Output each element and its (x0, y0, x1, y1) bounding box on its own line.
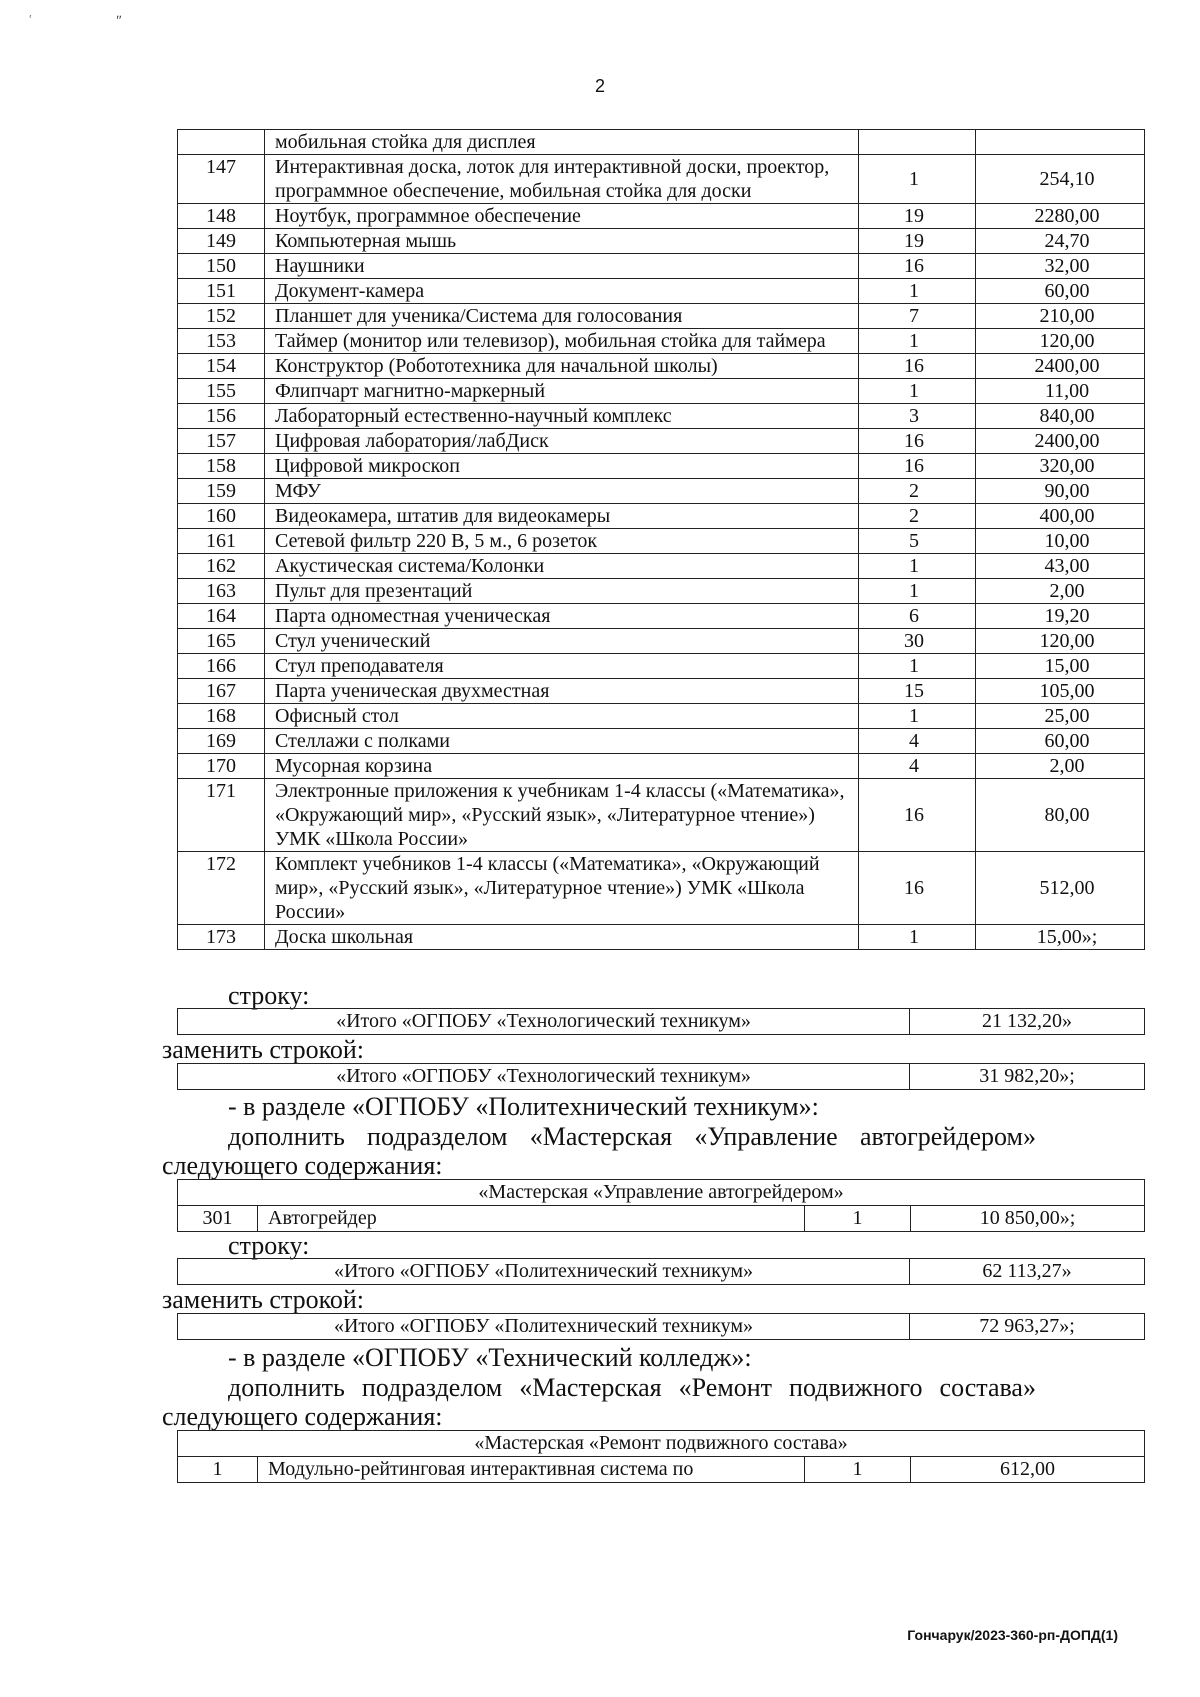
row-quantity: 1 (859, 279, 976, 304)
total-label: «Итого «ОГПОБУ «Технологический техникум» (178, 1009, 910, 1035)
total-label: «Итого «ОГПОБУ «Политехнический техникум» (178, 1259, 910, 1285)
row-number: 172 (178, 852, 265, 925)
total-value: 31 982,20»; (910, 1064, 1145, 1090)
justified-word: подразделом (367, 1122, 508, 1151)
total-row (178, 1009, 1145, 1035)
row-number: 166 (178, 654, 265, 679)
row-number (178, 130, 265, 155)
row-description: Стул преподавателя (265, 654, 859, 679)
row-sum: 60,00 (976, 729, 1145, 754)
row-description: Наушники (265, 254, 859, 279)
row-description: Конструктор (Робототехника для начальной школы) (265, 354, 859, 379)
total-label: «Итого «ОГПОБУ «Политехнический техникум» (178, 1314, 910, 1340)
table-row (178, 204, 1145, 229)
table-row (178, 679, 1145, 704)
row-sum: 2400,00 (976, 429, 1145, 454)
table-row (178, 479, 1145, 504)
row-quantity: 1 (859, 379, 976, 404)
row-description: Флипчарт магнитно-маркерный (265, 379, 859, 404)
table-row (178, 379, 1145, 404)
row-description: Видеокамера, штатив для видеокамеры (265, 504, 859, 529)
row-quantity: 15 (859, 679, 976, 704)
row-number: 160 (178, 504, 265, 529)
row-number: 153 (178, 329, 265, 354)
row-description: Мусорная корзина (265, 754, 859, 779)
total-row (178, 1259, 1145, 1285)
new-total-table-2 (177, 1313, 1145, 1340)
scan-corner-marks: ʿ ʺ (28, 14, 162, 29)
table-row (178, 729, 1145, 754)
row-sum: 612,00 (911, 1457, 1145, 1483)
row-description: Ноутбук, программное обеспечение (265, 204, 859, 229)
row-description: Сетевой фильтр 220 В, 5 м., 6 розеток (265, 529, 859, 554)
table-row (178, 852, 1145, 925)
row-sum: 80,00 (976, 779, 1145, 852)
table-row (178, 429, 1145, 454)
row-number: 169 (178, 729, 265, 754)
row-number: 173 (178, 925, 265, 950)
total-value: 21 132,20» (910, 1009, 1145, 1035)
row-quantity: 30 (859, 629, 976, 654)
row-quantity: 19 (859, 204, 976, 229)
row-quantity: 16 (859, 454, 976, 479)
row-sum: 210,00 (976, 304, 1145, 329)
page-number: 2 (594, 76, 605, 96)
row-number: 151 (178, 279, 265, 304)
row-quantity: 16 (859, 254, 976, 279)
line-stroku-2: строку: (228, 1231, 310, 1260)
subsection-header-row (178, 1431, 1145, 1457)
subsection-header: «Мастерская «Ремонт подвижного состава» (178, 1431, 1145, 1457)
row-description: Стеллажи с полками (265, 729, 859, 754)
row-number: 158 (178, 454, 265, 479)
row-description: Офисный стол (265, 704, 859, 729)
justified-word: подразделом (361, 1373, 503, 1402)
total-label: «Итого «ОГПОБУ «Технологический техникум» (178, 1064, 910, 1090)
table-row (178, 779, 1145, 852)
row-sum: 2,00 (976, 579, 1145, 604)
row-number: 168 (178, 704, 265, 729)
table-row (178, 454, 1145, 479)
subsection-header: «Мастерская «Управление автогрейдером» (178, 1180, 1145, 1206)
section-heading-polytech: - в разделе «ОГПОБУ «Политехнический техникум»: (228, 1092, 819, 1121)
row-description: Интерактивная доска, лоток для интерактивной доски, проектор, программное обеспечение, мобильная стойка для доски (265, 155, 859, 204)
row-number: 164 (178, 604, 265, 629)
row-sum: 32,00 (976, 254, 1145, 279)
row-description: Автогрейдер (258, 1206, 805, 1232)
row-sum: 10,00 (976, 529, 1145, 554)
row-sum: 19,20 (976, 604, 1145, 629)
row-quantity: 1 (859, 329, 976, 354)
total-row (178, 1314, 1145, 1340)
row-number: 156 (178, 404, 265, 429)
row-sum: 254,10 (976, 155, 1145, 204)
table-row (178, 1457, 1145, 1483)
table-row (178, 704, 1145, 729)
row-description: МФУ (265, 479, 859, 504)
row-number: 157 (178, 429, 265, 454)
row-description: Модульно-рейтинговая интерактивная система по (258, 1457, 805, 1483)
row-description: мобильная стойка для дисплея (265, 130, 859, 155)
subsection-table-tech-college (177, 1430, 1145, 1483)
justified-word: автогрейдером» (859, 1122, 1036, 1151)
row-sum: 2280,00 (976, 204, 1145, 229)
row-quantity: 4 (859, 754, 976, 779)
row-description: Акустическая система/Колонки (265, 554, 859, 579)
justified-word: состава» (939, 1373, 1036, 1402)
row-sum: 25,00 (976, 704, 1145, 729)
row-quantity: 3 (859, 404, 976, 429)
total-value: 72 963,27»; (910, 1314, 1145, 1340)
old-total-table-2 (177, 1258, 1145, 1285)
row-description: Документ-камера (265, 279, 859, 304)
table-row (178, 329, 1145, 354)
row-quantity: 1 (859, 654, 976, 679)
table-row (178, 130, 1145, 155)
table-row (178, 155, 1145, 204)
row-quantity: 1 (859, 155, 976, 204)
row-number: 1 (178, 1457, 258, 1483)
row-number: 152 (178, 304, 265, 329)
row-sum: 2400,00 (976, 354, 1145, 379)
justified-word: «Мастерская (519, 1373, 662, 1402)
line-zamenit-2: заменить строкой: (162, 1285, 365, 1314)
justified-word: «Мастерская (529, 1122, 673, 1151)
equipment-table-body (178, 130, 1145, 950)
table-row (178, 654, 1145, 679)
row-description: Цифровая лаборатория/лабДиск (265, 429, 859, 454)
justified-word: дополнить (228, 1373, 345, 1402)
row-description: Пульт для презентаций (265, 579, 859, 604)
table-row (178, 604, 1145, 629)
row-sum: 840,00 (976, 404, 1145, 429)
row-sum: 90,00 (976, 479, 1145, 504)
table-row (178, 254, 1145, 279)
row-sum: 120,00 (976, 629, 1145, 654)
row-number: 165 (178, 629, 265, 654)
new-total-table-1 (177, 1063, 1145, 1090)
row-description: Компьютерная мышь (265, 229, 859, 254)
row-quantity: 1 (805, 1457, 911, 1483)
row-number: 301 (178, 1206, 258, 1232)
justified-word: дополнить (228, 1122, 345, 1151)
row-quantity (859, 130, 976, 155)
row-quantity: 16 (859, 852, 976, 925)
table-row (178, 629, 1145, 654)
total-value: 62 113,27» (910, 1259, 1145, 1285)
row-sum: 11,00 (976, 379, 1145, 404)
subsection-header-row (178, 1180, 1145, 1206)
row-sum: 43,00 (976, 554, 1145, 579)
row-sum: 15,00»; (976, 925, 1145, 950)
document-code: Гончарук/2023-360-рп-ДОПД(1) (907, 1627, 1118, 1643)
subsection-table-polytech (177, 1179, 1145, 1232)
justified-word: «Управление (694, 1122, 838, 1151)
table-row (178, 229, 1145, 254)
row-quantity: 1 (859, 925, 976, 950)
row-sum: 15,00 (976, 654, 1145, 679)
table-row (178, 354, 1145, 379)
row-description: Лабораторный естественно-научный комплекс (265, 404, 859, 429)
add-subsection-line-polytech (228, 1122, 1036, 1152)
row-sum: 320,00 (976, 454, 1145, 479)
row-description: Комплект учебников 1-4 классы («Математика», «Окружающий мир», «Русский язык», «Литературное чтение») УМК «Школа России» (265, 852, 859, 925)
row-quantity: 6 (859, 604, 976, 629)
row-sum: 400,00 (976, 504, 1145, 529)
table-row (178, 529, 1145, 554)
table-row (178, 404, 1145, 429)
equipment-table (177, 129, 1145, 950)
row-sum: 10 850,00»; (911, 1206, 1145, 1232)
row-number: 171 (178, 779, 265, 852)
justified-word: «Ремонт (678, 1373, 773, 1402)
row-number: 162 (178, 554, 265, 579)
table-row (178, 279, 1145, 304)
row-number: 163 (178, 579, 265, 604)
row-sum: 105,00 (976, 679, 1145, 704)
row-description: Цифровой микроскоп (265, 454, 859, 479)
old-total-table-1 (177, 1008, 1145, 1035)
row-quantity: 2 (859, 479, 976, 504)
row-quantity: 1 (859, 554, 976, 579)
row-sum: 512,00 (976, 852, 1145, 925)
section-heading-tech-college: - в разделе «ОГПОБУ «Технический колледж»: (228, 1343, 752, 1372)
table-row (178, 554, 1145, 579)
row-quantity: 4 (859, 729, 976, 754)
row-quantity: 16 (859, 429, 976, 454)
row-number: 148 (178, 204, 265, 229)
table-row (178, 504, 1145, 529)
table-row (178, 925, 1145, 950)
line-stroku-1: строку: (228, 981, 310, 1010)
row-number: 155 (178, 379, 265, 404)
table-row (178, 754, 1145, 779)
row-description: Доска школьная (265, 925, 859, 950)
table-row (178, 304, 1145, 329)
add-subsection-line-tech-college (228, 1373, 1036, 1403)
row-description: Таймер (монитор или телевизор), мобильная стойка для таймера (265, 329, 859, 354)
row-description: Электронные приложения к учебникам 1-4 классы («Математика», «Окружающий мир», «Русский язык», «Литературное чтение») УМК «Школа России» (265, 779, 859, 852)
line-zamenit-1: заменить строкой: (162, 1035, 365, 1064)
line-sleduyushego-2: следующего содержания: (162, 1151, 443, 1180)
row-number: 159 (178, 479, 265, 504)
row-number: 150 (178, 254, 265, 279)
table-row (178, 579, 1145, 604)
row-quantity: 2 (859, 504, 976, 529)
justified-word: подвижного (789, 1373, 923, 1402)
row-number: 147 (178, 155, 265, 204)
row-sum: 2,00 (976, 754, 1145, 779)
row-sum (976, 130, 1145, 155)
row-quantity: 19 (859, 229, 976, 254)
row-description: Стул ученический (265, 629, 859, 654)
row-sum: 120,00 (976, 329, 1145, 354)
row-description: Планшет для ученика/Система для голосования (265, 304, 859, 329)
row-quantity: 1 (859, 579, 976, 604)
row-quantity: 7 (859, 304, 976, 329)
row-number: 149 (178, 229, 265, 254)
row-description: Парта одноместная ученическая (265, 604, 859, 629)
row-number: 170 (178, 754, 265, 779)
row-description: Парта ученическая двухместная (265, 679, 859, 704)
row-quantity: 1 (859, 704, 976, 729)
row-number: 154 (178, 354, 265, 379)
line-sleduyushego-3: следующего содержания: (162, 1402, 443, 1431)
row-sum: 24,70 (976, 229, 1145, 254)
row-quantity: 16 (859, 779, 976, 852)
row-quantity: 1 (805, 1206, 911, 1232)
table-row (178, 1206, 1145, 1232)
row-number: 161 (178, 529, 265, 554)
row-number: 167 (178, 679, 265, 704)
total-row (178, 1064, 1145, 1090)
row-quantity: 16 (859, 354, 976, 379)
row-quantity: 5 (859, 529, 976, 554)
row-sum: 60,00 (976, 279, 1145, 304)
